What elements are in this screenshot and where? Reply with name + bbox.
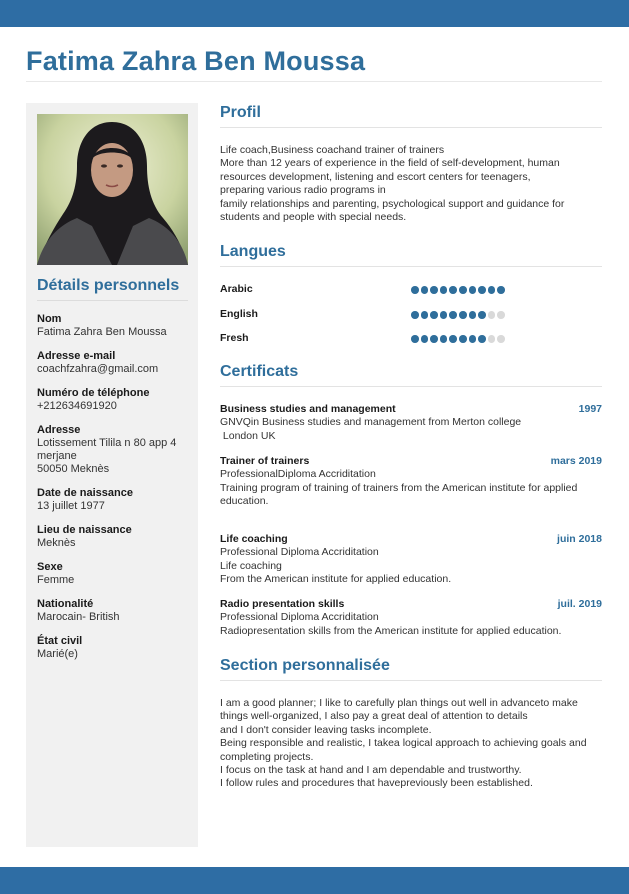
certificats-divider bbox=[220, 386, 602, 387]
field-label: Lieu de naissance bbox=[37, 524, 132, 536]
language-row bbox=[220, 283, 520, 297]
profil-line: students and people with special needs. bbox=[220, 211, 407, 224]
rating-dot-filled bbox=[469, 286, 477, 294]
certificats-heading: Certificats bbox=[220, 363, 299, 380]
field-address bbox=[37, 423, 197, 476]
profil-line: family relationships and parenting, psychological support and guidance for bbox=[220, 197, 565, 210]
rating-dot-filled bbox=[440, 286, 448, 294]
certificate-line: Life coaching bbox=[220, 559, 282, 572]
field-label: Adresse bbox=[37, 424, 81, 436]
custom-section-heading: Section personnalisée bbox=[220, 657, 390, 674]
field-email bbox=[37, 349, 197, 376]
field-value: +212634691920 bbox=[37, 400, 117, 412]
field-value: Marocain- British bbox=[37, 611, 120, 623]
field-label: Adresse e-mail bbox=[37, 350, 116, 362]
personal-details-heading: Détails personnels bbox=[37, 277, 180, 294]
portrait-image bbox=[37, 114, 188, 265]
certificate-title: Radio presentation skills bbox=[220, 598, 345, 610]
language-row bbox=[220, 332, 520, 346]
certificate-title: Business studies and management bbox=[220, 403, 396, 415]
rating-dot-filled bbox=[430, 286, 438, 294]
certificate-line: GNVQin Business studies and management from Merton college bbox=[220, 416, 522, 429]
rating-dot-filled bbox=[459, 335, 467, 343]
rating-dot-empty bbox=[497, 311, 505, 319]
profil-divider bbox=[220, 127, 602, 128]
language-level-rating bbox=[411, 335, 505, 343]
rating-dot-filled bbox=[459, 311, 467, 319]
certificate-date: juil. 2019 bbox=[557, 598, 602, 610]
certificate-line: London UK bbox=[220, 429, 276, 442]
top-bar bbox=[0, 0, 629, 27]
certificate-line: Professional Diploma Accriditation bbox=[220, 546, 379, 559]
field-label: Date de naissance bbox=[37, 487, 133, 499]
field-nationality bbox=[37, 597, 197, 624]
certificate-item bbox=[220, 533, 602, 587]
field-label: État civil bbox=[37, 635, 83, 647]
custom-section-line: completing projects. bbox=[220, 750, 314, 763]
rating-dot-filled bbox=[449, 335, 457, 343]
profil-text bbox=[220, 144, 602, 224]
rating-dot-filled bbox=[421, 311, 429, 319]
rating-dot-empty bbox=[488, 311, 496, 319]
custom-section-line: I am a good planner; I like to carefully plan things out well in advanceto make bbox=[220, 697, 578, 709]
field-value: Fatima Zahra Ben Moussa bbox=[37, 326, 167, 338]
certificate-line: education. bbox=[220, 495, 269, 508]
rating-dot-filled bbox=[440, 335, 448, 343]
rating-dot-filled bbox=[421, 335, 429, 343]
language-name: English bbox=[220, 308, 258, 320]
profil-line: resources development, listening and escort centers for teenagers, bbox=[220, 170, 531, 183]
rating-dot-filled bbox=[488, 286, 496, 294]
personal-details-list bbox=[37, 312, 197, 671]
profil-line: preparing various radio programs in bbox=[220, 184, 386, 197]
field-label: Nom bbox=[37, 313, 62, 325]
profil-line: Life coach,Business coachand trainer of trainers bbox=[220, 144, 445, 156]
language-level-rating bbox=[411, 286, 505, 294]
custom-section-line: and I don't consider leaving tasks incomplete. bbox=[220, 723, 432, 736]
field-value: coachfzahra@gmail.com bbox=[37, 363, 159, 375]
certificate-date: mars 2019 bbox=[550, 455, 602, 467]
field-value: Meknès bbox=[37, 537, 76, 549]
certificate-line: Radiopresentation skills from the American institute for applied education. bbox=[220, 624, 562, 637]
certificate-item bbox=[220, 403, 602, 443]
rating-dot-filled bbox=[478, 311, 486, 319]
rating-dot-filled bbox=[478, 286, 486, 294]
certificate-line: Training program of training of trainers from the American institute for applied bbox=[220, 481, 578, 494]
certificate-line: Professional Diploma Accriditation bbox=[220, 611, 379, 624]
field-value: Femme bbox=[37, 574, 75, 586]
rating-dot-filled bbox=[497, 286, 505, 294]
bottom-bar bbox=[0, 867, 629, 894]
language-name: Arabic bbox=[220, 283, 253, 295]
custom-section-line: things well-organized, I also pay a great deal of attention to details bbox=[220, 710, 528, 723]
rating-dot-filled bbox=[449, 311, 457, 319]
language-row bbox=[220, 308, 520, 322]
candidate-name: Fatima Zahra Ben Moussa bbox=[26, 46, 366, 76]
field-value: 50050 Meknès bbox=[37, 463, 110, 475]
rating-dot-filled bbox=[411, 286, 419, 294]
field-name bbox=[37, 312, 197, 339]
custom-section-divider bbox=[220, 680, 602, 681]
rating-dot-filled bbox=[478, 335, 486, 343]
field-birthdate bbox=[37, 486, 197, 513]
rating-dot-filled bbox=[469, 335, 477, 343]
profil-heading: Profil bbox=[220, 104, 261, 121]
field-value: 13 juillet 1977 bbox=[37, 500, 105, 512]
certificate-date: 1997 bbox=[578, 403, 602, 415]
field-label: Numéro de téléphone bbox=[37, 387, 150, 399]
rating-dot-filled bbox=[449, 286, 457, 294]
field-label: Nationalité bbox=[37, 598, 94, 610]
certificate-title: Trainer of trainers bbox=[220, 455, 310, 467]
certificate-item bbox=[220, 598, 602, 638]
custom-section-line: I focus on the task at hand and I am dependable and trustworthy. bbox=[220, 764, 522, 777]
field-value: Marié(e) bbox=[37, 648, 78, 660]
custom-section-line: I follow rules and procedures that havepreviously been established. bbox=[220, 777, 533, 790]
certificate-title: Life coaching bbox=[220, 533, 288, 545]
rating-dot-filled bbox=[411, 311, 419, 319]
custom-section-line: Being responsible and realistic, I takea logical approach to achieving goals and bbox=[220, 737, 587, 750]
field-gender bbox=[37, 560, 197, 587]
name-divider bbox=[26, 81, 602, 82]
langues-heading: Langues bbox=[220, 243, 286, 260]
profil-line: More than 12 years of experience in the field of self-development, human bbox=[220, 157, 560, 170]
certificate-line: From the American institute for applied education. bbox=[220, 573, 452, 586]
language-name: Fresh bbox=[220, 332, 249, 344]
rating-dot-filled bbox=[430, 335, 438, 343]
language-level-rating bbox=[411, 311, 505, 319]
field-birthplace bbox=[37, 523, 197, 550]
rating-dot-filled bbox=[440, 311, 448, 319]
sidebar bbox=[26, 103, 198, 847]
personal-details-divider bbox=[37, 300, 188, 301]
rating-dot-filled bbox=[411, 335, 419, 343]
field-marital-status bbox=[37, 634, 197, 661]
langues-divider bbox=[220, 266, 602, 267]
rating-dot-empty bbox=[488, 335, 496, 343]
certificate-line: ProfessionalDiploma Accriditation bbox=[220, 468, 376, 481]
rating-dot-filled bbox=[421, 286, 429, 294]
rating-dot-filled bbox=[459, 286, 467, 294]
custom-section-text bbox=[220, 697, 602, 791]
rating-dot-empty bbox=[497, 335, 505, 343]
field-label: Sexe bbox=[37, 561, 63, 573]
certificate-date: juin 2018 bbox=[557, 533, 602, 545]
certificate-item bbox=[220, 455, 602, 509]
profile-photo bbox=[37, 114, 188, 265]
field-phone bbox=[37, 386, 197, 413]
field-value: merjane bbox=[37, 450, 77, 462]
field-value: Lotissement Tilila n 80 app 4 bbox=[37, 437, 177, 449]
rating-dot-filled bbox=[430, 311, 438, 319]
rating-dot-filled bbox=[469, 311, 477, 319]
